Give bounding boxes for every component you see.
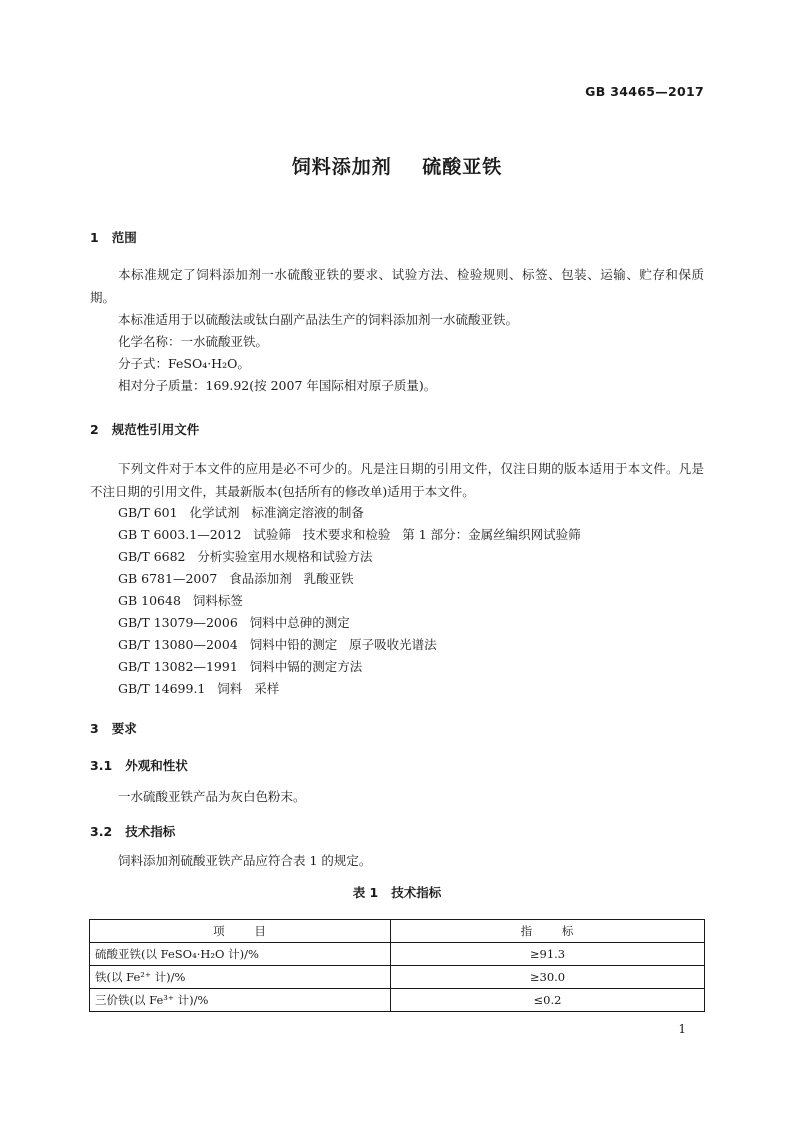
document-title: 饲料添加剂 硫酸亚铁 <box>291 156 503 178</box>
molecular-formula: 分子式：FeSO₄·H₂O。 <box>118 356 250 371</box>
section-3-1-heading: 3.1 外观和性状 <box>90 758 188 773</box>
table-header-row <box>90 920 705 943</box>
section-3-heading: 3 要求 <box>90 721 137 736</box>
row-item: 三价铁(以 Fe³⁺ 计)/% <box>90 989 391 1012</box>
section-3-2-heading: 3.2 技术指标 <box>90 824 176 839</box>
standard-number: GB 34465—2017 <box>585 84 704 99</box>
chemical-name: 化学名称：一水硫酸亚铁。 <box>118 334 269 349</box>
table-caption: 表 1 技术指标 <box>352 885 442 900</box>
reference-item: GB/T 13079—2006 饲料中总砷的测定 <box>118 615 350 630</box>
reference-item: GB/T 14699.1 饲料 采样 <box>118 681 280 696</box>
header-item: 项 目 <box>90 920 391 943</box>
row-value: ≤0.2 <box>391 989 705 1012</box>
table-row <box>90 989 705 1012</box>
page-number: 1 <box>678 1022 686 1036</box>
row-value: ≥30.0 <box>391 966 705 989</box>
reference-item: GB T 6003.1—2012 试验筛 技术要求和检验 第 1 部分：金属丝编织网试验筛 <box>118 527 581 542</box>
header-value: 指 标 <box>391 920 705 943</box>
technical-spec-table <box>89 919 705 1012</box>
reference-item: GB/T 601 化学试剂 标准滴定溶液的制备 <box>118 505 364 520</box>
section-2-heading: 2 规范性引用文件 <box>90 422 200 437</box>
row-value: ≥91.3 <box>391 943 705 966</box>
reference-item: GB/T 13080—2004 饲料中铅的测定 原子吸收光谱法 <box>118 637 437 652</box>
table-row <box>90 943 705 966</box>
section-1-paragraph-2: 本标准适用于以硫酸法或钛白副产品法生产的饲料添加剂一水硫酸亚铁。 <box>118 312 519 327</box>
molecular-mass: 相对分子质量：169.92(按 2007 年国际相对原子质量)。 <box>118 378 437 393</box>
reference-item: GB/T 6682 分析实验室用水规格和试验方法 <box>118 549 373 564</box>
reference-item: GB/T 13082—1991 饲料中镉的测定方法 <box>118 659 363 674</box>
row-item: 硫酸亚铁(以 FeSO₄·H₂O 计)/% <box>90 943 391 966</box>
reference-item: GB 6781—2007 食品添加剂 乳酸亚铁 <box>118 571 354 586</box>
reference-item: GB 10648 饲料标签 <box>118 593 243 608</box>
table-row <box>90 966 705 989</box>
appearance-text: 一水硫酸亚铁产品为灰白色粉末。 <box>118 789 306 804</box>
section-1-paragraph-1: 本标准规定了饲料添加剂一水硫酸亚铁的要求、试验方法、检验规则、标签、包装、运输、贮存和保质期。 <box>90 267 704 305</box>
row-item: 铁(以 Fe²⁺ 计)/% <box>90 966 391 989</box>
section-2-paragraph: 下列文件对于本文件的应用是必不可少的。凡是注日期的引用文件，仅注日期的版本适用于本文件。凡是不注日期的引用文件，其最新版本(包括所有的修改单)适用于本文件。 <box>90 461 704 499</box>
spec-intro-text: 饲料添加剂硫酸亚铁产品应符合表 1 的规定。 <box>118 853 372 868</box>
section-1-heading: 1 范围 <box>90 230 137 245</box>
